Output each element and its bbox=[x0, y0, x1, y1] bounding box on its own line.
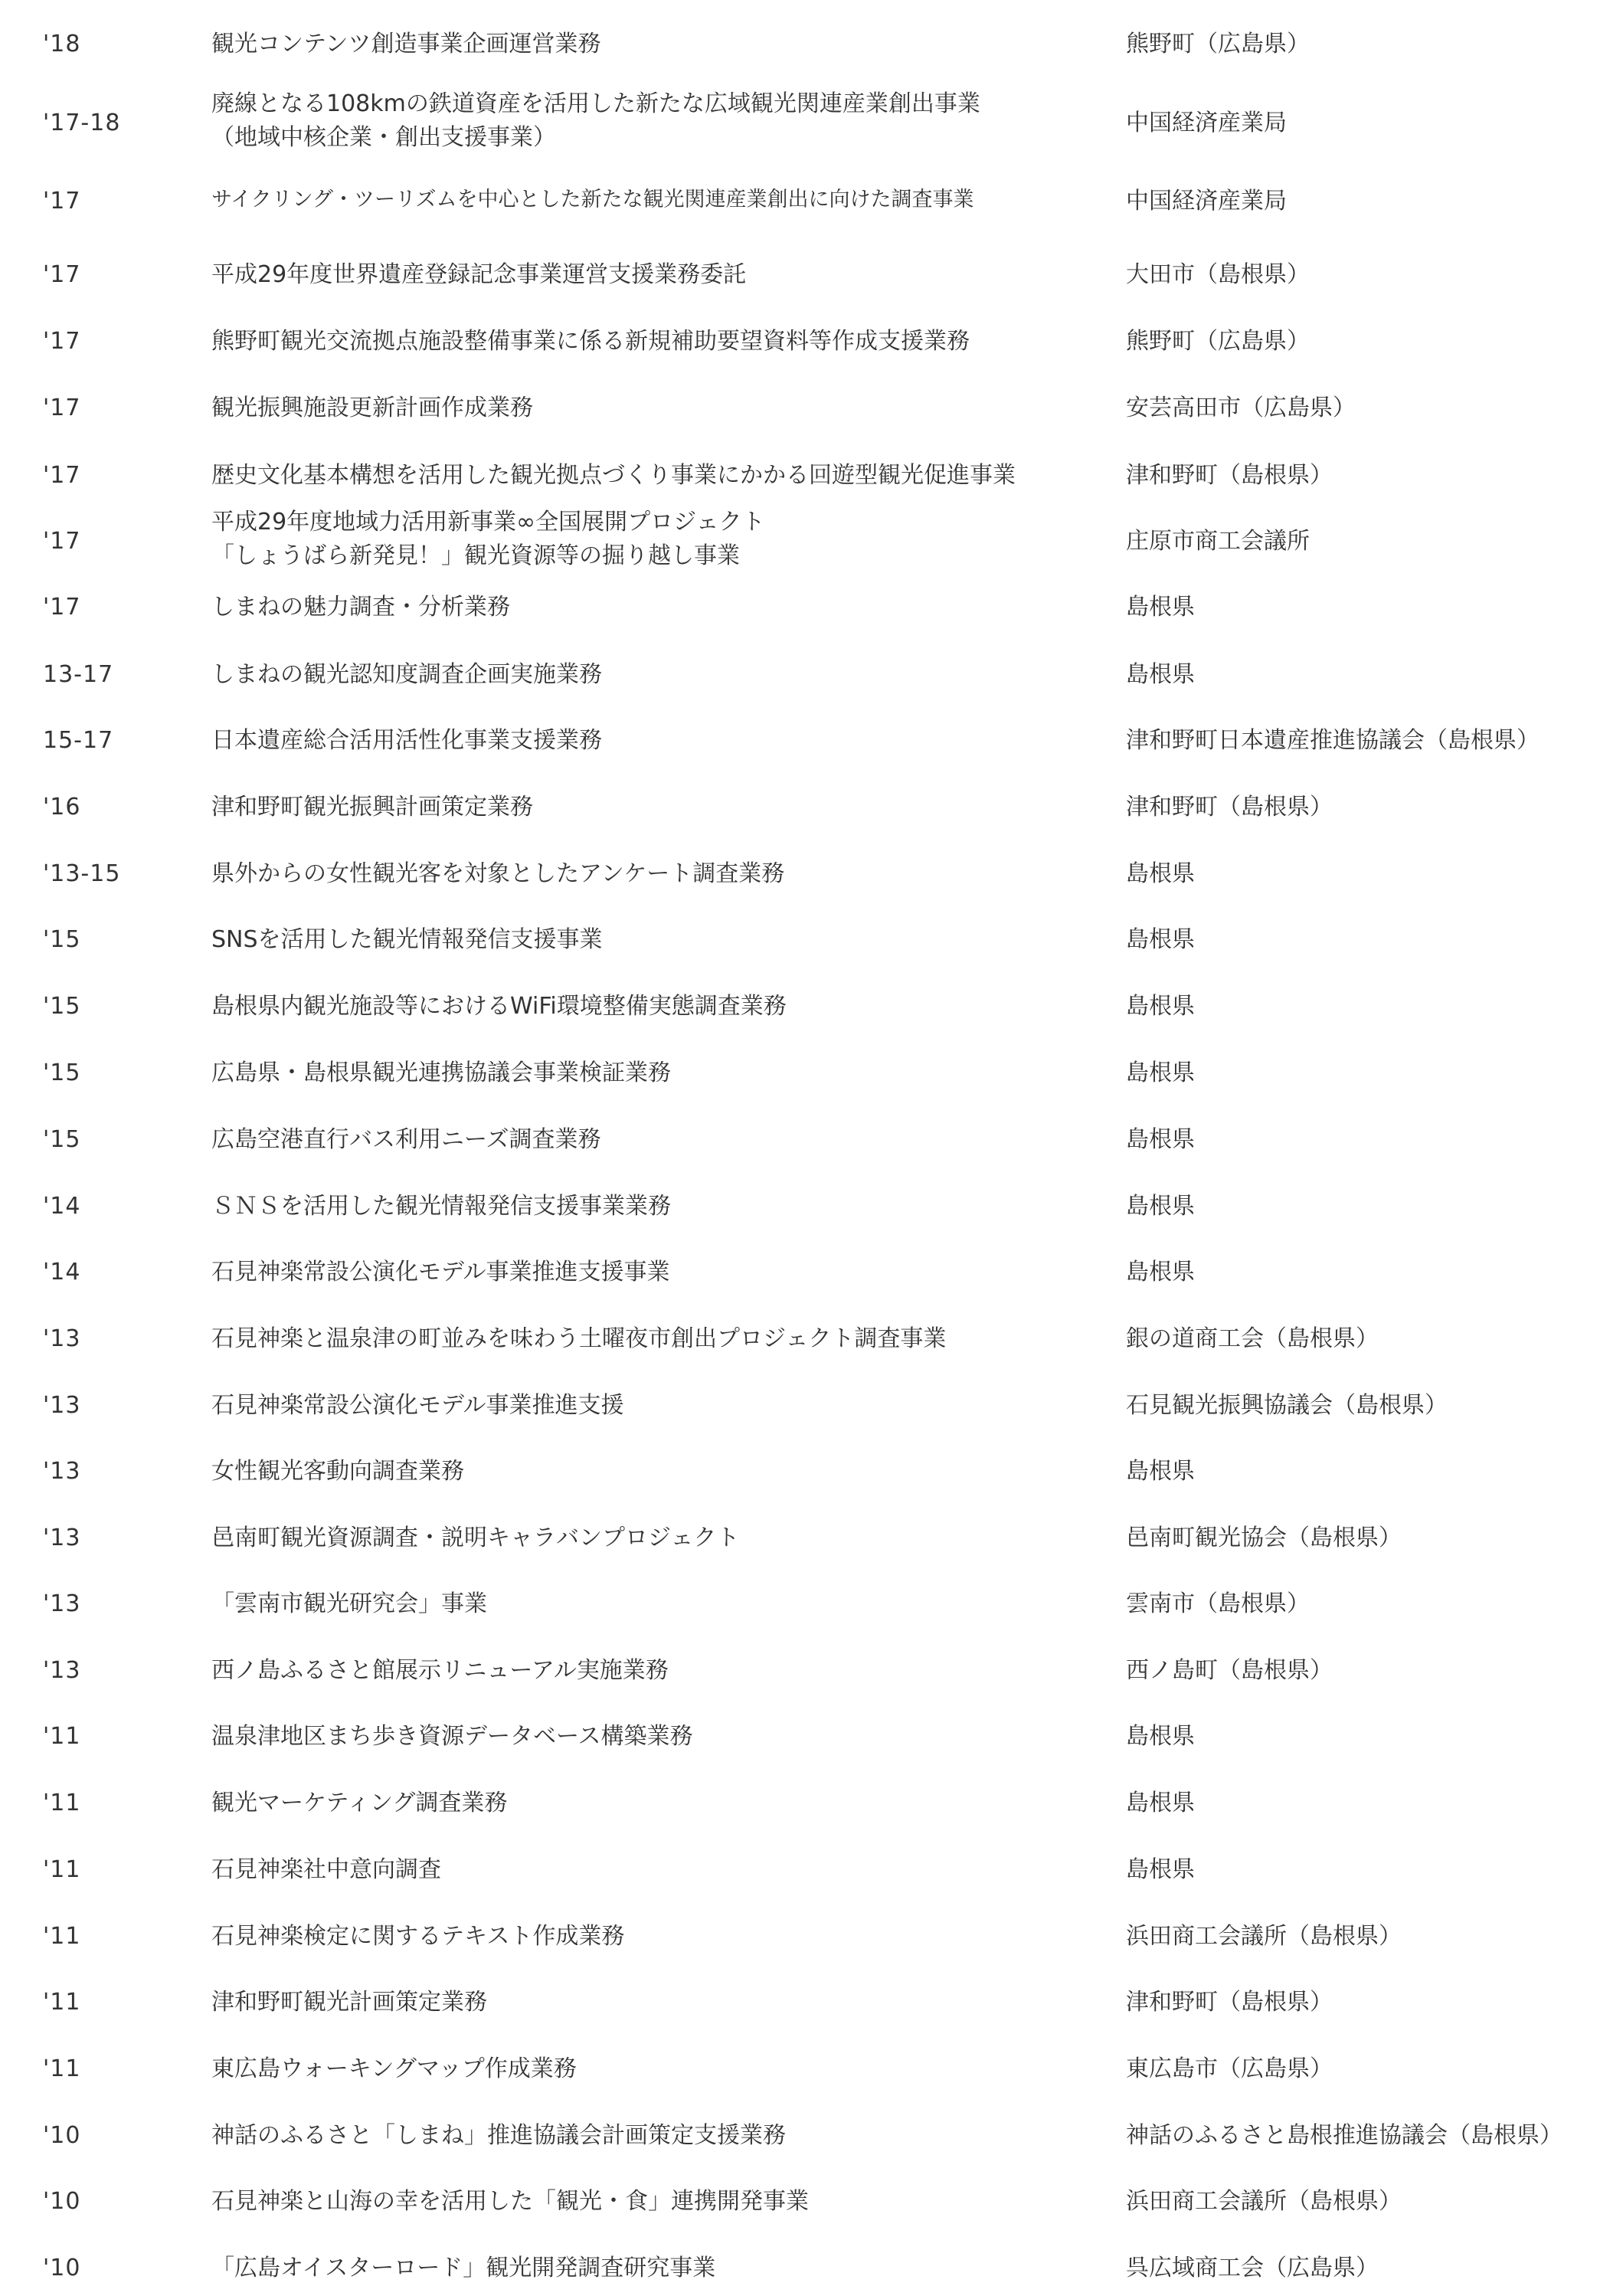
table-row bbox=[0, 1253, 1623, 1291]
row-client: 熊野町（広島県） bbox=[1126, 327, 1310, 355]
row-title-line: サイクリング・ツーリズムを中心とした新たな観光関連産業創出に向けた調査事業 bbox=[211, 187, 974, 211]
row-client: 中国経済産業局 bbox=[1126, 187, 1287, 215]
row-client: 津和野町日本遺産推進協議会（島根県） bbox=[1126, 726, 1540, 754]
row-title-line: 「しょうばら新発見！」観光資源等の掘り越し事業 bbox=[211, 542, 740, 569]
row-title bbox=[211, 724, 1092, 758]
row-title-line: 温泉津地区まち歩き資源データベース構築業務 bbox=[211, 1722, 693, 1750]
row-client: 島根県 bbox=[1126, 1855, 1195, 1883]
row-title bbox=[211, 1654, 1092, 1688]
row-year: '13 bbox=[43, 1590, 81, 1617]
row-title bbox=[211, 791, 1092, 824]
row-title-line: 神話のふるさと「しまね」推進協議会計画策定支援業務 bbox=[211, 2121, 786, 2149]
row-title-line: 県外からの女性観光客を対象としたアンケート調査業務 bbox=[211, 860, 785, 887]
table-row bbox=[0, 788, 1623, 826]
row-client: 雲南市（島根県） bbox=[1126, 1590, 1310, 1617]
row-title-line: 石見神楽常設公演化モデル事業推進支援 bbox=[211, 1391, 624, 1419]
row-year: 15-17 bbox=[43, 726, 114, 754]
row-year: '11 bbox=[43, 1722, 81, 1750]
table-row bbox=[0, 1983, 1623, 2021]
table-row bbox=[0, 721, 1623, 759]
row-title-line: しまねの観光認知度調査企画実施業務 bbox=[211, 660, 602, 688]
row-title bbox=[211, 1521, 1092, 1555]
row-title bbox=[211, 1123, 1092, 1157]
row-year: '11 bbox=[43, 1988, 81, 2016]
row-title bbox=[211, 923, 1092, 957]
row-year: '13 bbox=[43, 1391, 81, 1419]
row-title bbox=[211, 506, 1092, 572]
table-row bbox=[0, 987, 1623, 1025]
table-row bbox=[0, 2049, 1623, 2088]
row-title-line: 石見神楽と温泉津の町並みを味わう土曜夜市創出プロジェクト調査事業 bbox=[211, 1325, 947, 1352]
table-row bbox=[0, 1319, 1623, 1358]
table-row bbox=[0, 1518, 1623, 1557]
row-title-line: 石見神楽検定に関するテキスト作成業務 bbox=[211, 1922, 625, 1950]
row-year: '10 bbox=[43, 2187, 81, 2215]
row-year: '11 bbox=[43, 2055, 81, 2082]
row-year: '17 bbox=[43, 394, 81, 421]
row-client: 島根県 bbox=[1126, 1258, 1195, 1286]
row-title-line: （地域中核企業・創出支援事業） bbox=[211, 123, 556, 151]
row-year: '17 bbox=[43, 461, 81, 489]
row-title bbox=[211, 1322, 1092, 1356]
row-year: '14 bbox=[43, 1192, 81, 1220]
table-row bbox=[0, 1651, 1623, 1689]
row-year: '18 bbox=[43, 30, 81, 57]
row-client: 島根県 bbox=[1126, 1457, 1195, 1485]
row-title bbox=[211, 1056, 1092, 1090]
row-title bbox=[211, 2119, 1092, 2153]
table-row bbox=[0, 2249, 1623, 2287]
row-client: 中国経済産業局 bbox=[1126, 109, 1287, 136]
table-row bbox=[0, 1917, 1623, 1955]
table-row bbox=[0, 25, 1623, 63]
row-year: '16 bbox=[43, 793, 81, 820]
row-client: 島根県 bbox=[1126, 1059, 1195, 1086]
row-year: '17 bbox=[43, 260, 81, 288]
row-client: 島根県 bbox=[1126, 1125, 1195, 1153]
row-title bbox=[211, 1853, 1092, 1887]
row-title-line: 熊野町観光交流拠点施設整備事業に係る新規補助要望資料等作成支援業務 bbox=[211, 327, 970, 355]
row-year: '11 bbox=[43, 1789, 81, 1816]
row-title bbox=[211, 990, 1092, 1024]
row-client: 津和野町（島根県） bbox=[1126, 461, 1333, 489]
row-client: 島根県 bbox=[1126, 992, 1195, 1020]
table-row bbox=[0, 854, 1623, 893]
row-client: 浜田商工会議所（島根県） bbox=[1126, 1922, 1402, 1950]
row-title-line: 石見神楽社中意向調査 bbox=[211, 1855, 441, 1883]
row-title-line: SNSを活用した観光情報発信支援事業 bbox=[211, 925, 603, 953]
row-year: '11 bbox=[43, 1922, 81, 1950]
row-title bbox=[211, 258, 1092, 292]
row-client: 安芸高田市（広島県） bbox=[1126, 394, 1356, 421]
row-year: 13-17 bbox=[43, 660, 114, 688]
row-title-line: 廃線となる108kmの鉄道資産を活用した新たな広域観光関連産業創出事業 bbox=[211, 90, 980, 117]
table-row bbox=[0, 1386, 1623, 1424]
row-year: '15 bbox=[43, 1059, 81, 1086]
table-row bbox=[0, 1783, 1623, 1822]
table-row bbox=[0, 655, 1623, 693]
row-title bbox=[211, 1455, 1092, 1489]
row-title bbox=[211, 459, 1092, 493]
row-year: '15 bbox=[43, 925, 81, 953]
row-title bbox=[211, 1190, 1092, 1223]
row-title-line: 東広島ウォーキングマップ作成業務 bbox=[211, 2055, 577, 2082]
table-row bbox=[0, 1584, 1623, 1623]
row-year: '10 bbox=[43, 2121, 81, 2149]
row-client: 島根県 bbox=[1126, 1789, 1195, 1816]
row-title-line: 平成29年度地域力活用新事業∞全国展開プロジェクト bbox=[211, 509, 765, 536]
row-client: 邑南町観光協会（島根県） bbox=[1126, 1524, 1402, 1551]
row-title bbox=[211, 1920, 1092, 1954]
table-row bbox=[0, 2116, 1623, 2154]
table-row bbox=[0, 1120, 1623, 1158]
row-client: 津和野町（島根県） bbox=[1126, 793, 1333, 820]
table-row bbox=[0, 920, 1623, 958]
row-title bbox=[211, 1986, 1092, 2019]
row-title-line: 石見神楽と山海の幸を活用した「観光・食」連携開発事業 bbox=[211, 2187, 809, 2215]
table-row bbox=[0, 456, 1623, 494]
row-client: 熊野町（広島県） bbox=[1126, 30, 1310, 57]
row-year: '17-18 bbox=[43, 109, 121, 136]
row-client: 呉広域商工会（広島県） bbox=[1126, 2254, 1379, 2281]
table-row bbox=[0, 1053, 1623, 1092]
row-title bbox=[211, 658, 1092, 692]
row-client: 島根県 bbox=[1126, 660, 1195, 688]
row-year: '15 bbox=[43, 1125, 81, 1153]
row-title-line: 「広島オイスターロード」観光開発調査研究事業 bbox=[211, 2254, 716, 2281]
row-title bbox=[211, 2252, 1092, 2285]
row-title bbox=[211, 28, 1092, 61]
row-year: '14 bbox=[43, 1258, 81, 1286]
row-year: '11 bbox=[43, 1855, 81, 1883]
row-title-line: 西ノ島ふるさと館展示リニューアル実施業務 bbox=[211, 1656, 669, 1684]
row-year: '13 bbox=[43, 1524, 81, 1551]
row-title bbox=[211, 1720, 1092, 1754]
row-client: 島根県 bbox=[1126, 593, 1195, 621]
row-title-line: 観光マーケティング調査業務 bbox=[211, 1789, 508, 1816]
row-title bbox=[211, 857, 1092, 891]
row-title bbox=[211, 1389, 1092, 1423]
row-title bbox=[211, 325, 1092, 359]
table-row bbox=[0, 388, 1623, 427]
row-year: '13 bbox=[43, 1325, 81, 1352]
row-client: 島根県 bbox=[1126, 1722, 1195, 1750]
row-title-line: 邑南町観光資源調査・説明キャラバンプロジェクト bbox=[211, 1524, 740, 1551]
table-row bbox=[0, 1452, 1623, 1490]
table-row bbox=[0, 1850, 1623, 1888]
row-title-line: 石見神楽常設公演化モデル事業推進支援事業 bbox=[211, 1258, 670, 1286]
row-title-line: 女性観光客動向調査業務 bbox=[211, 1457, 464, 1485]
table-row bbox=[0, 1187, 1623, 1225]
row-client: 島根県 bbox=[1126, 860, 1195, 887]
row-title-line: 島根県内観光施設等におけるWiFi環境整備実態調査業務 bbox=[211, 992, 787, 1020]
row-year: '13-15 bbox=[43, 860, 121, 887]
row-title bbox=[211, 87, 1092, 154]
row-client: 東広島市（広島県） bbox=[1126, 2055, 1333, 2082]
row-title bbox=[211, 2052, 1092, 2086]
row-title-line: 観光コンテンツ創造事業企画運営業務 bbox=[211, 30, 601, 57]
row-year: '17 bbox=[43, 593, 81, 621]
table-row bbox=[0, 322, 1623, 360]
row-client: 浜田商工会議所（島根県） bbox=[1126, 2187, 1402, 2215]
row-client: 銀の道商工会（島根県） bbox=[1126, 1325, 1379, 1352]
row-title-line: 歴史文化基本構想を活用した観光拠点づくり事業にかかる回遊型観光促進事業 bbox=[211, 461, 1016, 489]
row-title-line: 日本遺産総合活用活性化事業支援業務 bbox=[211, 726, 602, 754]
table-row bbox=[0, 1717, 1623, 1755]
row-year: '13 bbox=[43, 1457, 81, 1485]
table-row bbox=[0, 255, 1623, 293]
row-client: 大田市（島根県） bbox=[1126, 260, 1310, 288]
row-title-line: ＳＮＳを活用した観光情報発信支援事業業務 bbox=[211, 1192, 671, 1220]
table-row bbox=[0, 87, 1623, 158]
table-row bbox=[0, 588, 1623, 626]
row-client: 神話のふるさと島根推進協議会（島根県） bbox=[1126, 2121, 1562, 2149]
row-client: 島根県 bbox=[1126, 1192, 1195, 1220]
row-client: 津和野町（島根県） bbox=[1126, 1988, 1333, 2016]
table-row bbox=[0, 506, 1623, 576]
row-title-line: 広島空港直行バス利用ニーズ調査業務 bbox=[211, 1125, 601, 1153]
row-title-line: 平成29年度世界遺産登録記念事業運営支援業務委託 bbox=[211, 260, 747, 288]
row-title-line: 津和野町観光振興計画策定業務 bbox=[211, 793, 533, 820]
row-title-line: 観光振興施設更新計画作成業務 bbox=[211, 394, 533, 421]
row-title bbox=[211, 591, 1092, 624]
row-year: '17 bbox=[43, 327, 81, 355]
row-title bbox=[211, 2185, 1092, 2219]
row-year: '13 bbox=[43, 1656, 81, 1684]
table-row bbox=[0, 182, 1623, 220]
row-client: 島根県 bbox=[1126, 925, 1195, 953]
row-title-line: 広島県・島根県観光連携協議会事業検証業務 bbox=[211, 1059, 671, 1086]
row-client: 石見観光振興協議会（島根県） bbox=[1126, 1391, 1448, 1419]
row-title bbox=[211, 1256, 1092, 1289]
row-client: 庄原市商工会議所 bbox=[1126, 527, 1310, 555]
row-client: 西ノ島町（島根県） bbox=[1126, 1656, 1333, 1684]
row-title bbox=[211, 185, 1092, 215]
row-year: '17 bbox=[43, 187, 81, 215]
row-title bbox=[211, 1787, 1092, 1820]
row-title-line: しまねの魅力調査・分析業務 bbox=[211, 593, 510, 621]
row-year: '15 bbox=[43, 992, 81, 1020]
row-title bbox=[211, 1587, 1092, 1621]
row-year: '10 bbox=[43, 2254, 81, 2281]
table-row bbox=[0, 2182, 1623, 2220]
row-year: '17 bbox=[43, 527, 81, 555]
row-title-line: 「雲南市観光研究会」事業 bbox=[211, 1590, 487, 1617]
row-title bbox=[211, 391, 1092, 425]
row-title-line: 津和野町観光計画策定業務 bbox=[211, 1988, 487, 2016]
